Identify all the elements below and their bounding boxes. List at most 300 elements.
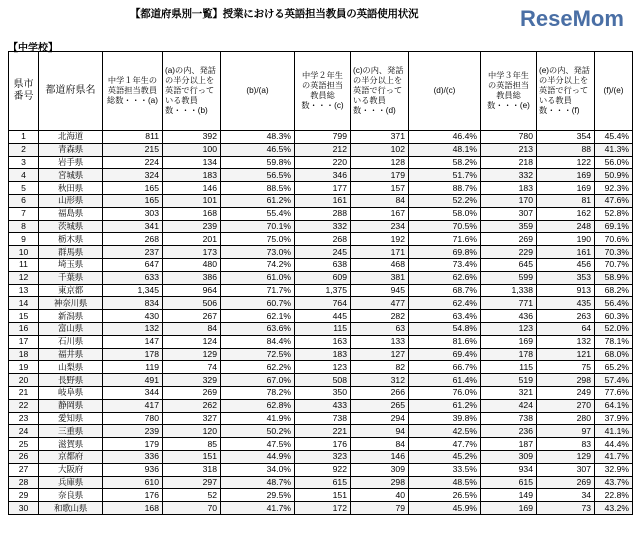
cell-dc: 71.6% [409,233,481,246]
cell-a: 336 [103,450,163,463]
cell-no: 19 [9,361,39,374]
table-row [9,348,633,361]
cell-e: 599 [481,271,537,284]
cell-f: 97 [537,425,595,438]
cell-c: 615 [295,476,351,489]
header-dc: (d)/(c) [409,52,481,131]
table-row [9,169,633,182]
header-e: 中学３年生の英語担当教員総数・・・(e) [481,52,537,131]
cell-no: 18 [9,348,39,361]
cell-ba: 67.0% [221,374,295,387]
cell-no: 28 [9,476,39,489]
cell-dc: 58.2% [409,156,481,169]
cell-b: 183 [163,169,221,182]
cell-d: 312 [351,374,409,387]
cell-f: 73 [537,502,595,515]
cell-f: 248 [537,220,595,233]
table-row [9,463,633,476]
cell-ba: 46.5% [221,143,295,156]
cell-f: 298 [537,374,595,387]
cell-dc: 33.5% [409,463,481,476]
cell-ba: 88.5% [221,182,295,195]
table-row [9,374,633,387]
cell-dc: 39.8% [409,412,481,425]
cell-name: 北海道 [39,131,103,144]
table-row [9,182,633,195]
cell-ba: 59.8% [221,156,295,169]
cell-no: 23 [9,412,39,425]
table-row [9,271,633,284]
cell-f: 353 [537,271,595,284]
cell-d: 82 [351,361,409,374]
cell-b: 392 [163,131,221,144]
cell-f: 161 [537,246,595,259]
cell-no: 21 [9,386,39,399]
cell-a: 303 [103,207,163,220]
table-row [9,284,633,297]
cell-ba: 74.2% [221,258,295,271]
cell-name: 三重県 [39,425,103,438]
cell-name: 群馬県 [39,246,103,259]
cell-f: 162 [537,207,595,220]
cell-dc: 48.1% [409,143,481,156]
cell-name: 愛知県 [39,412,103,425]
cell-dc: 63.4% [409,310,481,323]
table-row [9,156,633,169]
cell-e: 645 [481,258,537,271]
cell-no: 17 [9,335,39,348]
cell-b: 329 [163,374,221,387]
cell-fe: 77.6% [595,386,633,399]
cell-c: 220 [295,156,351,169]
cell-b: 146 [163,182,221,195]
cell-a: 780 [103,412,163,425]
cell-name: 奈良県 [39,489,103,502]
cell-f: 132 [537,335,595,348]
page-title: 【都道府県別一覧】授業における英語担当教員の英語使用状況 [130,8,419,20]
table-row [9,143,633,156]
header-row [9,52,633,131]
cell-b: 386 [163,271,221,284]
table-row [9,233,633,246]
cell-ba: 50.2% [221,425,295,438]
cell-dc: 42.5% [409,425,481,438]
cell-b: 201 [163,233,221,246]
cell-d: 146 [351,450,409,463]
cell-dc: 73.4% [409,258,481,271]
cell-fe: 45.4% [595,131,633,144]
cell-ba: 60.7% [221,297,295,310]
cell-dc: 54.8% [409,322,481,335]
cell-fe: 37.9% [595,412,633,425]
header-d: (c)の内、発話の半分以上を英語で行っている教員数・・・(d) [351,52,409,131]
cell-dc: 46.4% [409,131,481,144]
cell-no: 30 [9,502,39,515]
cell-e: 424 [481,399,537,412]
cell-d: 167 [351,207,409,220]
cell-c: 764 [295,297,351,310]
cell-fe: 44.4% [595,438,633,451]
cell-fe: 68.2% [595,284,633,297]
cell-c: 268 [295,233,351,246]
cell-f: 64 [537,322,595,335]
cell-d: 477 [351,297,409,310]
cell-ba: 73.0% [221,246,295,259]
cell-no: 8 [9,220,39,233]
cell-a: 119 [103,361,163,374]
cell-e: 213 [481,143,537,156]
cell-a: 633 [103,271,163,284]
cell-ba: 63.6% [221,322,295,335]
cell-c: 1,375 [295,284,351,297]
cell-f: 435 [537,297,595,310]
cell-no: 12 [9,271,39,284]
table-row [9,476,633,489]
cell-f: 129 [537,450,595,463]
cell-dc: 58.0% [409,207,481,220]
cell-b: 262 [163,399,221,412]
cell-c: 176 [295,438,351,451]
cell-ba: 47.5% [221,438,295,451]
cell-a: 239 [103,425,163,438]
cell-f: 34 [537,489,595,502]
cell-fe: 68.0% [595,348,633,361]
cell-name: 埼玉県 [39,258,103,271]
cell-dc: 66.7% [409,361,481,374]
cell-name: 静岡県 [39,399,103,412]
cell-e: 178 [481,348,537,361]
cell-f: 307 [537,463,595,476]
cell-d: 102 [351,143,409,156]
cell-ba: 44.9% [221,450,295,463]
header-ba: (b)/(a) [221,52,295,131]
cell-d: 192 [351,233,409,246]
table-row [9,131,633,144]
cell-fe: 70.3% [595,246,633,259]
cell-e: 269 [481,233,537,246]
cell-d: 128 [351,156,409,169]
cell-c: 445 [295,310,351,323]
header-a: 中学１年生の英語担当教員総数・・・(a) [103,52,163,131]
cell-b: 269 [163,386,221,399]
cell-a: 168 [103,502,163,515]
cell-a: 811 [103,131,163,144]
cell-fe: 56.4% [595,297,633,310]
cell-d: 133 [351,335,409,348]
cell-b: 239 [163,220,221,233]
cell-fe: 52.8% [595,207,633,220]
cell-a: 215 [103,143,163,156]
cell-b: 74 [163,361,221,374]
cell-f: 270 [537,399,595,412]
table-row [9,412,633,425]
cell-name: 和歌山県 [39,502,103,515]
cell-e: 615 [481,476,537,489]
cell-fe: 56.0% [595,156,633,169]
cell-c: 245 [295,246,351,259]
cell-ba: 71.7% [221,284,295,297]
cell-dc: 69.4% [409,348,481,361]
cell-b: 318 [163,463,221,476]
cell-b: 480 [163,258,221,271]
header-f: (e)の内、発話の半分以上を英語で行っている教員数・・・(f) [537,52,595,131]
cell-fe: 65.2% [595,361,633,374]
cell-f: 169 [537,169,595,182]
cell-b: 120 [163,425,221,438]
cell-a: 165 [103,182,163,195]
cell-fe: 50.9% [595,169,633,182]
table-row [9,361,633,374]
cell-c: 332 [295,220,351,233]
logo-text: ReseMom [520,6,624,31]
cell-e: 321 [481,386,537,399]
cell-no: 25 [9,438,39,451]
cell-f: 81 [537,194,595,207]
table-row [9,310,633,323]
cell-dc: 26.5% [409,489,481,502]
cell-d: 127 [351,348,409,361]
header-c: 中学２年生の英語担当教員総数・・・(c) [295,52,351,131]
cell-d: 468 [351,258,409,271]
header-fe: (f)/(e) [595,52,633,131]
cell-ba: 61.2% [221,194,295,207]
cell-c: 638 [295,258,351,271]
cell-b: 151 [163,450,221,463]
cell-ba: 62.8% [221,399,295,412]
cell-name: 滋賀県 [39,438,103,451]
cell-dc: 62.4% [409,297,481,310]
table-row [9,502,633,515]
cell-f: 456 [537,258,595,271]
table-row [9,207,633,220]
cell-name: 岐阜県 [39,386,103,399]
cell-a: 430 [103,310,163,323]
table-row [9,322,633,335]
cell-d: 234 [351,220,409,233]
cell-b: 129 [163,348,221,361]
cell-d: 171 [351,246,409,259]
cell-no: 5 [9,182,39,195]
cell-a: 178 [103,348,163,361]
cell-c: 177 [295,182,351,195]
cell-name: 山梨県 [39,361,103,374]
cell-fe: 32.9% [595,463,633,476]
cell-no: 15 [9,310,39,323]
cell-a: 491 [103,374,163,387]
header-no: 県市番号 [9,52,39,131]
cell-name: 神奈川県 [39,297,103,310]
cell-e: 218 [481,156,537,169]
cell-dc: 61.2% [409,399,481,412]
cell-e: 169 [481,502,537,515]
header-b: (a)の内、発話の半分以上を英語で行っている教員数・・・(b) [163,52,221,131]
cell-c: 221 [295,425,351,438]
cell-no: 22 [9,399,39,412]
cell-ba: 84.4% [221,335,295,348]
table-row [9,399,633,412]
cell-f: 269 [537,476,595,489]
cell-b: 84 [163,322,221,335]
cell-a: 179 [103,438,163,451]
cell-ba: 55.4% [221,207,295,220]
cell-a: 237 [103,246,163,259]
cell-d: 945 [351,284,409,297]
cell-e: 359 [481,220,537,233]
cell-c: 609 [295,271,351,284]
cell-ba: 29.5% [221,489,295,502]
cell-no: 16 [9,322,39,335]
table-row [9,450,633,463]
cell-fe: 22.8% [595,489,633,502]
cell-d: 157 [351,182,409,195]
cell-a: 610 [103,476,163,489]
cell-name: 長野県 [39,374,103,387]
cell-c: 212 [295,143,351,156]
cell-dc: 76.0% [409,386,481,399]
cell-d: 79 [351,502,409,515]
cell-name: 石川県 [39,335,103,348]
cell-f: 280 [537,412,595,425]
table-body [9,131,633,515]
cell-e: 1,338 [481,284,537,297]
cell-dc: 61.4% [409,374,481,387]
cell-e: 169 [481,335,537,348]
cell-ba: 62.2% [221,361,295,374]
cell-b: 70 [163,502,221,515]
cell-a: 341 [103,220,163,233]
cell-ba: 72.5% [221,348,295,361]
cell-dc: 68.7% [409,284,481,297]
cell-a: 176 [103,489,163,502]
cell-fe: 64.1% [595,399,633,412]
cell-d: 84 [351,194,409,207]
cell-b: 297 [163,476,221,489]
cell-d: 84 [351,438,409,451]
cell-f: 121 [537,348,595,361]
cell-b: 124 [163,335,221,348]
cell-dc: 51.7% [409,169,481,182]
cell-fe: 41.3% [595,143,633,156]
cell-ba: 78.2% [221,386,295,399]
cell-no: 11 [9,258,39,271]
cell-fe: 57.4% [595,374,633,387]
cell-d: 282 [351,310,409,323]
cell-name: 茨城県 [39,220,103,233]
cell-no: 14 [9,297,39,310]
cell-c: 151 [295,489,351,502]
cell-f: 249 [537,386,595,399]
cell-e: 771 [481,297,537,310]
table-row [9,489,633,502]
cell-no: 2 [9,143,39,156]
cell-name: 山形県 [39,194,103,207]
cell-name: 福井県 [39,348,103,361]
cell-dc: 70.5% [409,220,481,233]
cell-e: 332 [481,169,537,182]
cell-e: 307 [481,207,537,220]
cell-fe: 43.2% [595,502,633,515]
cell-f: 169 [537,182,595,195]
cell-dc: 81.6% [409,335,481,348]
cell-e: 436 [481,310,537,323]
cell-d: 265 [351,399,409,412]
cell-fe: 58.9% [595,271,633,284]
cell-e: 780 [481,131,537,144]
cell-no: 9 [9,233,39,246]
cell-b: 964 [163,284,221,297]
cell-no: 1 [9,131,39,144]
cell-no: 26 [9,450,39,463]
cell-fe: 41.1% [595,425,633,438]
cell-b: 85 [163,438,221,451]
table-row [9,297,633,310]
cell-name: 東京都 [39,284,103,297]
cell-e: 738 [481,412,537,425]
cell-name: 宮城県 [39,169,103,182]
cell-d: 309 [351,463,409,476]
cell-fe: 60.3% [595,310,633,323]
cell-name: 千葉県 [39,271,103,284]
cell-f: 913 [537,284,595,297]
table-row [9,335,633,348]
cell-fe: 47.6% [595,194,633,207]
table-row [9,194,633,207]
cell-d: 94 [351,425,409,438]
cell-no: 7 [9,207,39,220]
cell-ba: 61.0% [221,271,295,284]
cell-e: 187 [481,438,537,451]
cell-ba: 41.7% [221,502,295,515]
cell-ba: 62.1% [221,310,295,323]
cell-a: 834 [103,297,163,310]
cell-name: 新潟県 [39,310,103,323]
table-row [9,438,633,451]
table-row [9,258,633,271]
cell-d: 298 [351,476,409,489]
cell-no: 6 [9,194,39,207]
cell-c: 323 [295,450,351,463]
cell-c: 172 [295,502,351,515]
cell-f: 75 [537,361,595,374]
cell-name: 富山県 [39,322,103,335]
cell-dc: 52.2% [409,194,481,207]
cell-a: 268 [103,233,163,246]
cell-c: 922 [295,463,351,476]
cell-a: 647 [103,258,163,271]
cell-no: 29 [9,489,39,502]
cell-a: 165 [103,194,163,207]
cell-ba: 48.3% [221,131,295,144]
cell-dc: 45.9% [409,502,481,515]
cell-d: 371 [351,131,409,144]
cell-b: 134 [163,156,221,169]
cell-c: 346 [295,169,351,182]
cell-c: 115 [295,322,351,335]
table-row [9,425,633,438]
cell-e: 123 [481,322,537,335]
cell-ba: 34.0% [221,463,295,476]
cell-e: 115 [481,361,537,374]
cell-f: 190 [537,233,595,246]
cell-no: 3 [9,156,39,169]
cell-e: 183 [481,182,537,195]
cell-d: 381 [351,271,409,284]
cell-ba: 70.1% [221,220,295,233]
cell-d: 63 [351,322,409,335]
cell-f: 88 [537,143,595,156]
cell-dc: 62.6% [409,271,481,284]
cell-a: 417 [103,399,163,412]
